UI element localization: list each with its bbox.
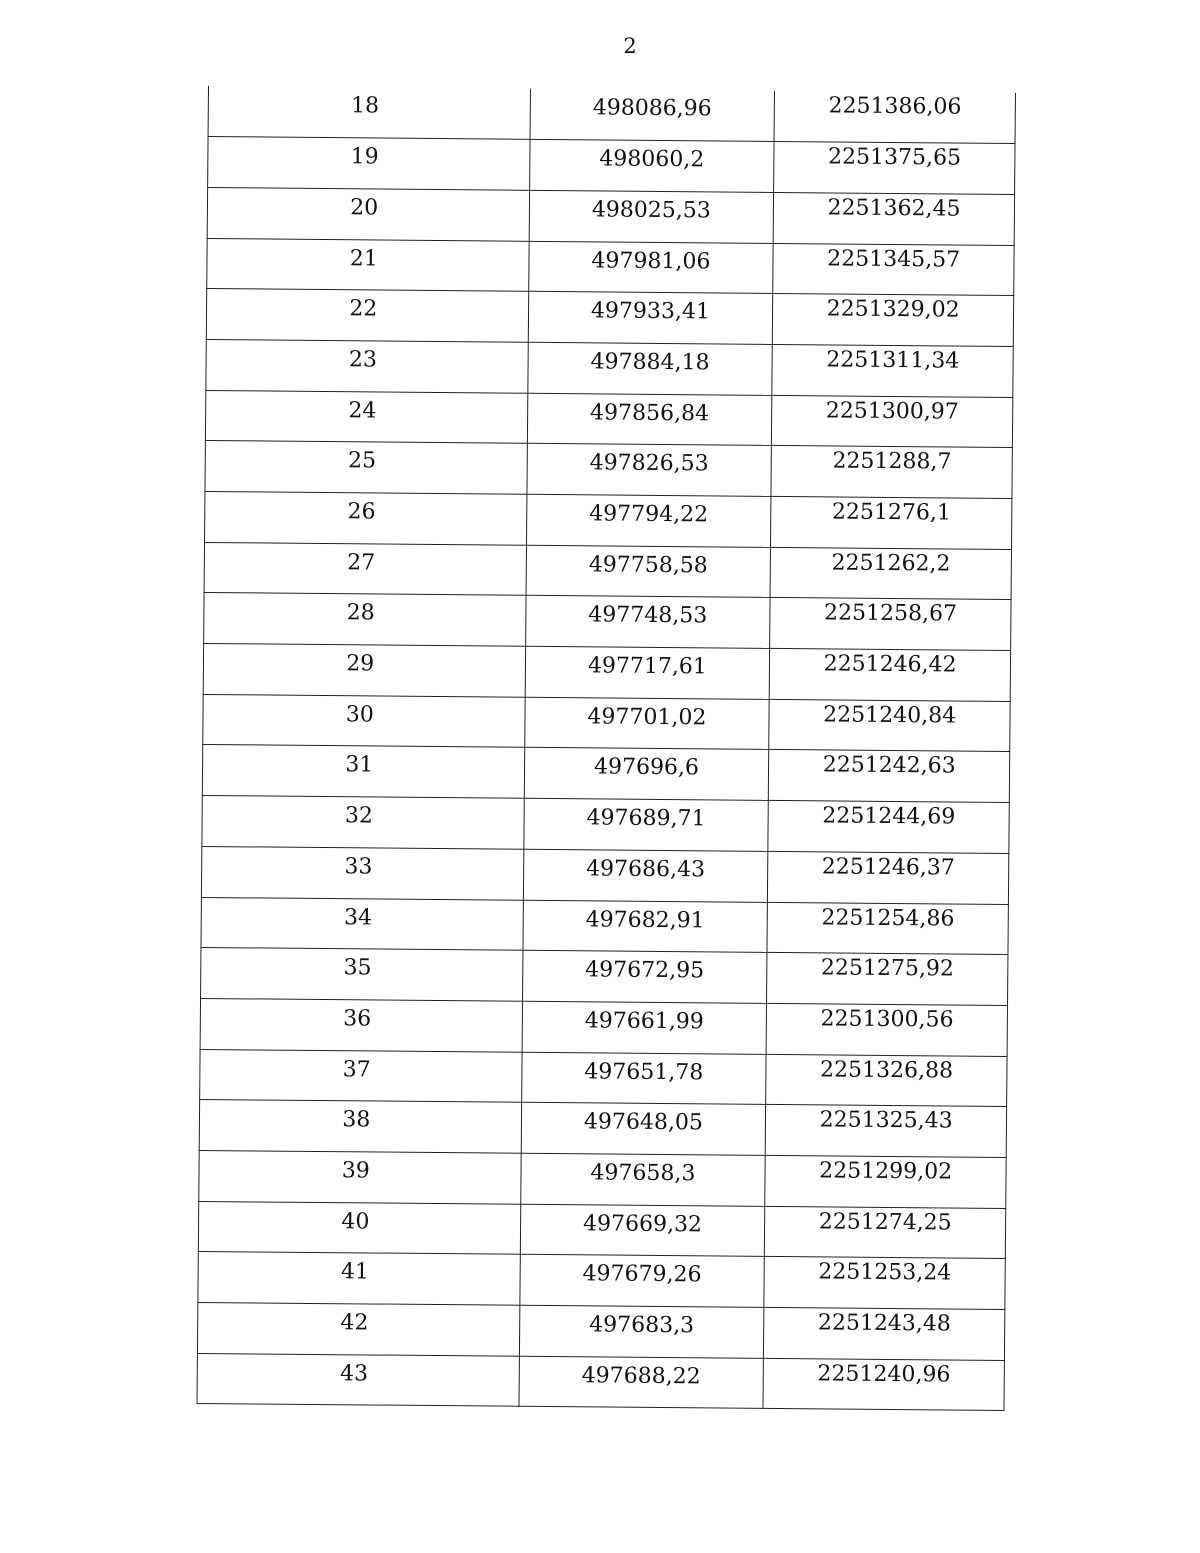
table-row	[199, 1150, 1006, 1208]
x-coordinate-cell: 497682,91	[523, 900, 768, 953]
point-number-cell: 19	[208, 137, 530, 190]
x-coordinate-cell: 498086,96	[530, 89, 775, 142]
table-row	[205, 491, 1012, 549]
table-row	[208, 86, 1015, 144]
x-coordinate-cell: 497672,95	[522, 950, 767, 1003]
point-number-cell: 43	[197, 1353, 519, 1406]
y-coordinate-cell: 2251299,02	[765, 1155, 1006, 1208]
page-number: 2	[623, 34, 637, 58]
point-number-cell: 34	[201, 897, 523, 950]
x-coordinate-cell: 497669,32	[520, 1204, 765, 1257]
point-number-cell: 23	[206, 339, 528, 392]
x-coordinate-cell: 497661,99	[522, 1001, 767, 1054]
point-number-cell: 21	[207, 238, 529, 291]
table-row	[197, 1353, 1004, 1411]
table-row	[197, 1302, 1004, 1360]
point-number-cell: 31	[202, 745, 524, 798]
table-row	[205, 390, 1012, 448]
table-row	[198, 1252, 1005, 1310]
x-coordinate-cell: 497686,43	[523, 849, 768, 902]
y-coordinate-cell: 2251345,57	[773, 243, 1014, 296]
point-number-cell: 25	[205, 441, 527, 494]
x-coordinate-cell: 497696,6	[524, 748, 769, 801]
y-coordinate-cell: 2251243,48	[764, 1307, 1005, 1360]
y-coordinate-cell: 2251300,56	[766, 1003, 1007, 1056]
table-row	[201, 948, 1008, 1006]
point-number-cell: 37	[200, 1049, 522, 1102]
point-number-cell: 20	[207, 187, 529, 240]
table-row	[207, 238, 1014, 296]
point-number-cell: 22	[206, 289, 528, 342]
y-coordinate-cell: 2251244,69	[768, 801, 1009, 854]
table-row	[205, 441, 1012, 499]
point-number-cell: 38	[199, 1100, 521, 1153]
x-coordinate-cell: 497717,61	[525, 646, 770, 699]
x-coordinate-cell: 498060,2	[529, 139, 774, 192]
table-row	[203, 694, 1010, 752]
x-coordinate-cell: 497688,22	[519, 1356, 764, 1409]
x-coordinate-cell: 497826,53	[527, 444, 772, 497]
x-coordinate-cell: 497856,84	[527, 393, 772, 446]
point-number-cell: 26	[205, 491, 527, 544]
x-coordinate-cell: 497933,41	[528, 292, 773, 345]
point-number-cell: 24	[205, 390, 527, 443]
y-coordinate-cell: 2251325,43	[765, 1105, 1006, 1158]
point-number-cell: 42	[197, 1302, 519, 1355]
y-coordinate-cell: 2251362,45	[773, 192, 1014, 245]
y-coordinate-cell: 2251275,92	[767, 953, 1008, 1006]
table-row	[206, 289, 1013, 347]
x-coordinate-cell: 497651,78	[521, 1052, 766, 1105]
table-row	[208, 137, 1015, 195]
y-coordinate-cell: 2251240,84	[769, 699, 1010, 752]
y-coordinate-cell: 2251246,37	[768, 851, 1009, 904]
y-coordinate-cell: 2251375,65	[774, 142, 1015, 195]
y-coordinate-cell: 2251253,24	[764, 1257, 1005, 1310]
x-coordinate-cell: 497689,71	[523, 798, 768, 851]
point-number-cell: 36	[200, 998, 522, 1051]
y-coordinate-cell: 2251329,02	[773, 294, 1014, 347]
table-row	[207, 187, 1014, 245]
y-coordinate-cell: 2251288,7	[771, 446, 1012, 499]
table-row	[206, 339, 1013, 397]
point-number-cell: 40	[198, 1201, 520, 1254]
point-number-cell: 29	[203, 644, 525, 697]
x-coordinate-cell: 497981,06	[528, 241, 773, 294]
table-row	[201, 897, 1008, 955]
table-row	[200, 998, 1007, 1056]
point-number-cell: 39	[199, 1150, 521, 1203]
y-coordinate-cell: 2251246,42	[769, 648, 1010, 701]
y-coordinate-cell: 2251326,88	[766, 1054, 1007, 1107]
coordinates-table	[196, 86, 1015, 1411]
point-number-cell: 33	[201, 846, 523, 899]
table-row	[200, 1049, 1007, 1107]
point-number-cell: 27	[204, 542, 526, 595]
coordinates-table-body	[197, 86, 1015, 1411]
x-coordinate-cell: 497701,02	[524, 697, 769, 750]
table-row	[202, 745, 1009, 803]
x-coordinate-cell: 497748,53	[525, 596, 770, 649]
y-coordinate-cell: 2251274,25	[765, 1206, 1006, 1259]
y-coordinate-cell: 2251240,96	[763, 1358, 1004, 1411]
y-coordinate-cell: 2251242,63	[769, 750, 1010, 803]
x-coordinate-cell: 497794,22	[526, 494, 771, 547]
table-row	[204, 542, 1011, 600]
table-row	[204, 593, 1011, 651]
table-row	[203, 644, 1010, 702]
x-coordinate-cell: 497884,18	[527, 342, 772, 395]
point-number-cell: 30	[203, 694, 525, 747]
y-coordinate-cell: 2251276,1	[771, 496, 1012, 549]
y-coordinate-cell: 2251254,86	[767, 902, 1008, 955]
x-coordinate-cell: 497658,3	[520, 1153, 765, 1206]
point-number-cell: 41	[198, 1252, 520, 1305]
table-row	[198, 1201, 1005, 1259]
point-number-cell: 32	[202, 796, 524, 849]
y-coordinate-cell: 2251311,34	[772, 344, 1013, 397]
table-row	[199, 1100, 1006, 1158]
point-number-cell: 28	[204, 593, 526, 646]
table-row	[202, 796, 1009, 854]
point-number-cell: 35	[201, 948, 523, 1001]
x-coordinate-cell: 497679,26	[519, 1255, 764, 1308]
x-coordinate-cell: 497758,58	[526, 545, 771, 598]
y-coordinate-cell: 2251386,06	[774, 91, 1015, 144]
table-row	[201, 846, 1008, 904]
x-coordinate-cell: 498025,53	[529, 190, 774, 243]
y-coordinate-cell: 2251258,67	[770, 598, 1011, 651]
x-coordinate-cell: 497648,05	[521, 1103, 766, 1156]
x-coordinate-cell: 497683,3	[519, 1305, 764, 1358]
point-number-cell: 18	[208, 86, 530, 139]
y-coordinate-cell: 2251300,97	[772, 395, 1013, 448]
y-coordinate-cell: 2251262,2	[770, 547, 1011, 600]
